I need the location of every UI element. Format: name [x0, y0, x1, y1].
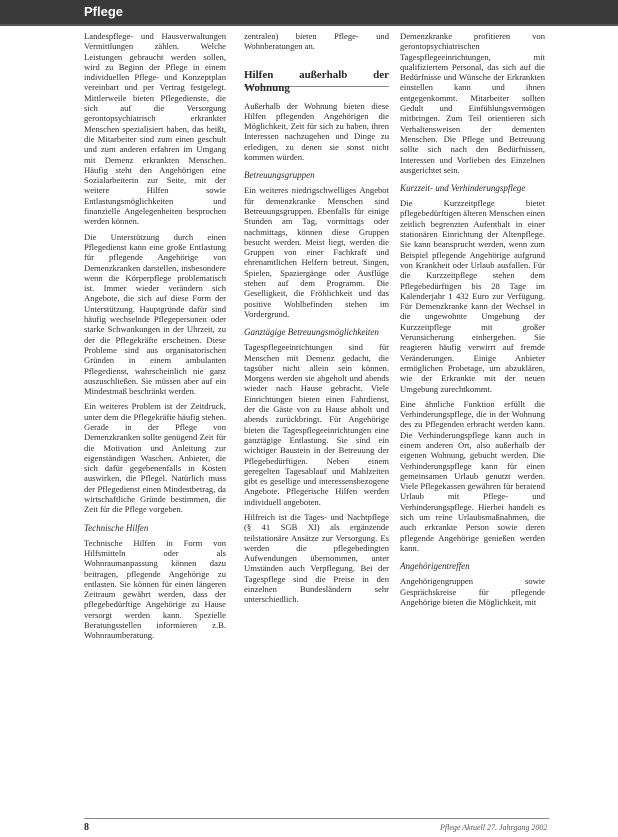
subheading-care-groups: Betreuungsgruppen — [244, 170, 315, 181]
text-column-left — [84, 31, 226, 646]
publication-source: Pflege Aktuell 27. Jahrgang 2002 — [440, 823, 548, 832]
paragraph: Ein weiteres Problem ist der Zeitdruck, unter dem die Pflegekräfte häufig stehen. Gerade in der Pflege von Demenzkranken sollte genügend Zeit für die Motivation und Anleitung zur eigenständigen Waschen. Anbieter, die sich dafür gegebenenfalls in Kosten auswirken, die Pflegel. Natürlich muss der Pflegedienst einen Mindestbetrag, da wirtschaftliche Gründe bestimmen, die Zeit für die Pflege vorgeben. — [84, 401, 226, 515]
paragraph: Hilfreich ist die Tages- und Nachtpflege (§ 41 SGB XI) als ergänzende teilstationäre Ansätze zur Versorgung. Es werden die pflegebedingten Aufwendungen übernommen, unter Umständen auch Verpflegung. Bei der Tagespflege sind die Preise in den einzelnen Bundesländern sehr unterschiedlich. — [244, 511, 389, 605]
page-number: 8 — [84, 822, 89, 833]
page-section-title: Pflege — [84, 4, 124, 19]
paragraph: Die Unterstützung durch einen Pflegedienst kann eine große Entlastung für pflegende Angehörige von Demenzkranken darstellen, insbesondere wenn die Körperpflege problematisch ist. Immer wieder verändern sich Angebote, die sich auf diese Form der Unterstützung. Hauptgründe dafür sind häufig wechselnde Pflegepersonen oder starke Schwankungen in der Uhrzeit, zu der die Pflegekräfte erscheinen. Diese Probleme sind aus organisatorischen Gründen in einem ambulanten Pflegedienst, wahrscheinlich nie ganz auszuschließen. Sie müssen aber auf ein Mindestmaß beschränkt werden. — [84, 231, 226, 397]
paragraph: Angehörigengruppen sowie Gesprächskreise für pflegende Angehörige bieten die Möglichkeit, mit — [400, 576, 545, 607]
paragraph: Die Kurzzeitpflege bietet pflegebedürftigen älteren Menschen einen zeitlich begrenzten Aufenthalt in einer stationären Einrichtung der Altenpflege. Sie kann beansprucht werden, wenn zum Beispiel pflegende Angehörige aufgrund von Krankheit oder Urlaub ausfallen. Für die Kurzzeitpflege stehen dem Pflegebedürftigen bis 28 Tage im Kalenderjahr 1 432 Euro zur Verfügung. Für Demenzkranke kann der Wechsel in die ungewohnte Umgebung der Kurzzeitpflege mit großer Verunsicherung einhergehen. Sie reagieren häufig verwirrt auf fremde Veränderungen. Einige Anbieter ermöglichen Probetage, um abzuklären, wie der Erkrankte mit der neuen Umgebung zurechtkommt. — [400, 198, 545, 394]
subheading-short-term-care: Kurzzeit- und Verhinderungspflege — [400, 183, 526, 194]
paragraph: Tagespflegeeinrichtungen sind für Menschen mit Demenz gedacht, die tagsüber nicht allein sein können. Morgens werden sie abgeholt und abends wieder nach Hause gebracht. Viele Einrichtungen bieten einen Fahrdienst, der die Gäste von zu Hause abholt und abends zurückbringt. Für Angehörige bieten die Tagespflegeeinrichtungen eine ganztägige Entlastung. Sie sind ein wichtiger Baustein in der Betreuung der Pflegebedürftigen. Neben einem geregelten Tagesablauf und Mahlzeiten gibt es gesellige und interessensbezogene Angebote. Pflegerische Hilfen werden individuell angeboten. — [244, 342, 389, 507]
paragraph: Landespflege- und Hausverwaltungen Vermittlungen zählen. Welche Leistungen gebraucht werden sollen, wird zu Beginn der Pflege in einem individuellen Pflege- und Konzeptplan vereinbart und per Vertrag festgelegt. Mittlerweile bieten Pflegedienste, die sich auf die Versorgung gerontopsychiatrisch erkrankter Menschen spezialisiert haben, das heißt, die Mitarbeiter sind zum einen geschult und zum anderen erfahren im Umgang mit Demenz erkrankten Menschen. Häufig steht den Angehörigen eine Sozialarbeiterin zur Seite, mit der weitere Hilfen sowie Entlastungsmöglichkeiten und finanzielle Angelegenheiten besprochen werden können. — [84, 31, 226, 227]
paragraph: Eine ähnliche Funktion erfüllt die Verhinderungspflege, die in der Wohnung des zu Pflegenden erbracht werden kann. Die Verhinderungspflege kann auch in einem anderen Ort, also außerhalb der eigenen Wohnung, gebucht werden. Die Verhinderungspflege kann für einen gemeinsamen Urlaub genutzt werden. Viele Pflegekassen gewähren für beratend Urlaub mit Pflege- und Verhinderungspflege. Hierbei handelt es sich um reine Urlaubsmaßnahmen, die auch erkrankte Person sowie deren pflegende Angehörige genießen werden kann. — [400, 398, 545, 553]
header-divider — [0, 24, 618, 26]
paragraph: Außerhalb der Wohnung bieten diese Hilfen pflegenden Angehörigen die Möglichkeit, Zeit für sich zu haben, ihren Interessen nachzugehen und Dinge zu erledigen, zu denen sie sonst nicht kommen würden. — [244, 100, 389, 163]
subheading-daycare: Ganztägige Betreuungsmöglichkeiten — [244, 327, 379, 338]
paragraph: zentralen) bieten Pflege- und Wohnberatungen an. — [244, 31, 389, 52]
subheading-relatives-meetings: Angehörigentreffen — [400, 561, 470, 572]
text-column-right — [400, 31, 545, 612]
footer-divider — [84, 818, 549, 819]
paragraph: Demenzkranke profitieren von gerontopsychiatrischen Tagespflegeeinrichtungen, mit qualifiziertem Personal, das sich auf die Bedürfnisse und Wünsche der Erkrankten einstellen kann und ihnen entgegenkommt. Mitarbeiter sollten Gedult und Einfühlungsvermögen mitbringen. Zum Teil orientieren sich Verhaltensweisen der dementen Menschen. Die Pflege und Betreuung sollte sich nach den Bedürfnissen, Interessen und Vorlieben des Einzelnen ausgerichtet sein. — [400, 31, 545, 175]
paragraph: Technische Hilfen in Form von Hilfsmitteln oder als Wohnraumanpassung können dazu beitragen, pflegende Angehörige zu entlasten. Sie können für einen längeren Zeitraum gewährt werden, dass der pflegebedürftige Angehörige zu Hause versorgt werden kann. Spezielle Beratungsstellen informieren z.B. Wohnraumberatung. — [84, 537, 226, 641]
subheading-technical-aids: Technische Hilfen — [84, 522, 149, 533]
paragraph: Ein weiteres niedrigschwelliges Angebot für demenzkranke Menschen sind Betreuungsgruppen. Ebenfalls für einige Stunden am Tag, vormittags oder nachmittags, können diese Gruppen besucht werden. Meist liegt, werden die Gruppen von einer Fachkraft und ehrenamtlichen Helfern betreut. Singen, Spielen, Spaziergänge oder Ausflüge stehen auf dem Programm. Die Geselligkeit, die Fröhlichkeit und das positive Wohlbefinden stehen im Vordergrund. — [244, 185, 389, 319]
text-column-middle — [244, 31, 389, 610]
section-heading: Hilfen außerhalb der Wohnung — [244, 68, 389, 94]
